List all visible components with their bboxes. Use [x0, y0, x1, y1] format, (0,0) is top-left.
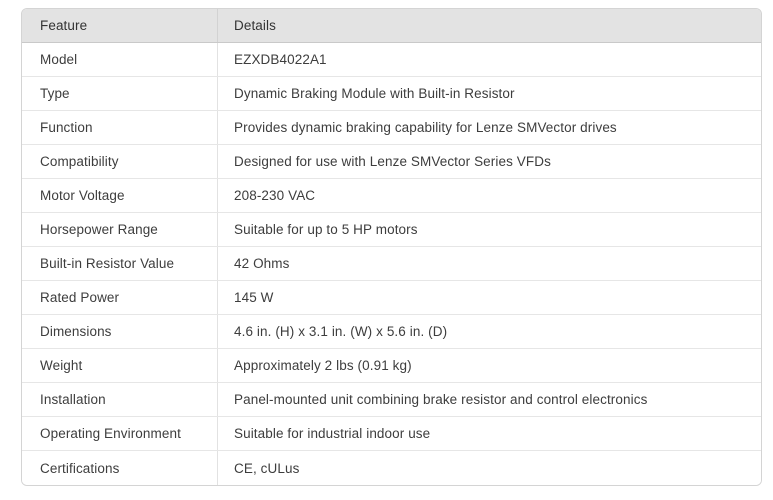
table-row-resistor-value: [22, 247, 761, 281]
feature-cell: Certifications: [22, 451, 218, 485]
table-row-horsepower-range: [22, 213, 761, 247]
feature-cell: Function: [22, 111, 218, 144]
feature-cell: Installation: [22, 383, 218, 416]
details-cell: Designed for use with Lenze SMVector Series VFDs: [234, 154, 551, 169]
header-cell-details: Details: [234, 18, 276, 33]
table-row-rated-power: [22, 281, 761, 315]
table-row-operating-environment: [22, 417, 761, 451]
table-row-dimensions: [22, 315, 761, 349]
table-header-row: [22, 9, 761, 43]
details-cell: Suitable for industrial indoor use: [234, 426, 431, 441]
table-row-installation: [22, 383, 761, 417]
details-cell: CE, cULus: [234, 460, 300, 476]
details-cell: Panel-mounted unit combining brake resistor and control electronics: [234, 392, 648, 407]
details-cell: Suitable for up to 5 HP motors: [234, 222, 418, 237]
table-row-model: [22, 43, 761, 77]
feature-cell: Built-in Resistor Value: [22, 247, 218, 280]
details-cell: Approximately 2 lbs (0.91 kg): [234, 358, 412, 373]
table-row-type: [22, 77, 761, 111]
feature-cell: Weight: [22, 349, 218, 382]
feature-cell: Dimensions: [22, 315, 218, 348]
details-cell: EZXDB4022A1: [234, 52, 327, 67]
details-cell: 208-230 VAC: [234, 188, 316, 203]
feature-cell: Motor Voltage: [22, 179, 218, 212]
spec-table: [21, 8, 762, 486]
feature-cell: Operating Environment: [22, 417, 218, 450]
table-row-compatibility: [22, 145, 761, 179]
feature-cell: Rated Power: [22, 281, 218, 314]
details-cell: Provides dynamic braking capability for Lenze SMVector drives: [234, 120, 617, 135]
details-cell: Dynamic Braking Module with Built-in Resistor: [234, 86, 515, 101]
table-row-weight: [22, 349, 761, 383]
details-cell: 4.6 in. (H) x 3.1 in. (W) x 5.6 in. (D): [234, 324, 448, 339]
details-cell: 42 Ohms: [234, 256, 290, 271]
table-row-function: [22, 111, 761, 145]
feature-cell: Compatibility: [22, 145, 218, 178]
table-row-motor-voltage: [22, 179, 761, 213]
feature-cell: Type: [22, 77, 218, 110]
details-cell: 145 W: [234, 290, 274, 305]
feature-cell: Horsepower Range: [22, 213, 218, 246]
header-cell-feature: Feature: [22, 9, 218, 42]
feature-cell: Model: [22, 43, 218, 76]
table-row-certifications: [22, 451, 761, 485]
